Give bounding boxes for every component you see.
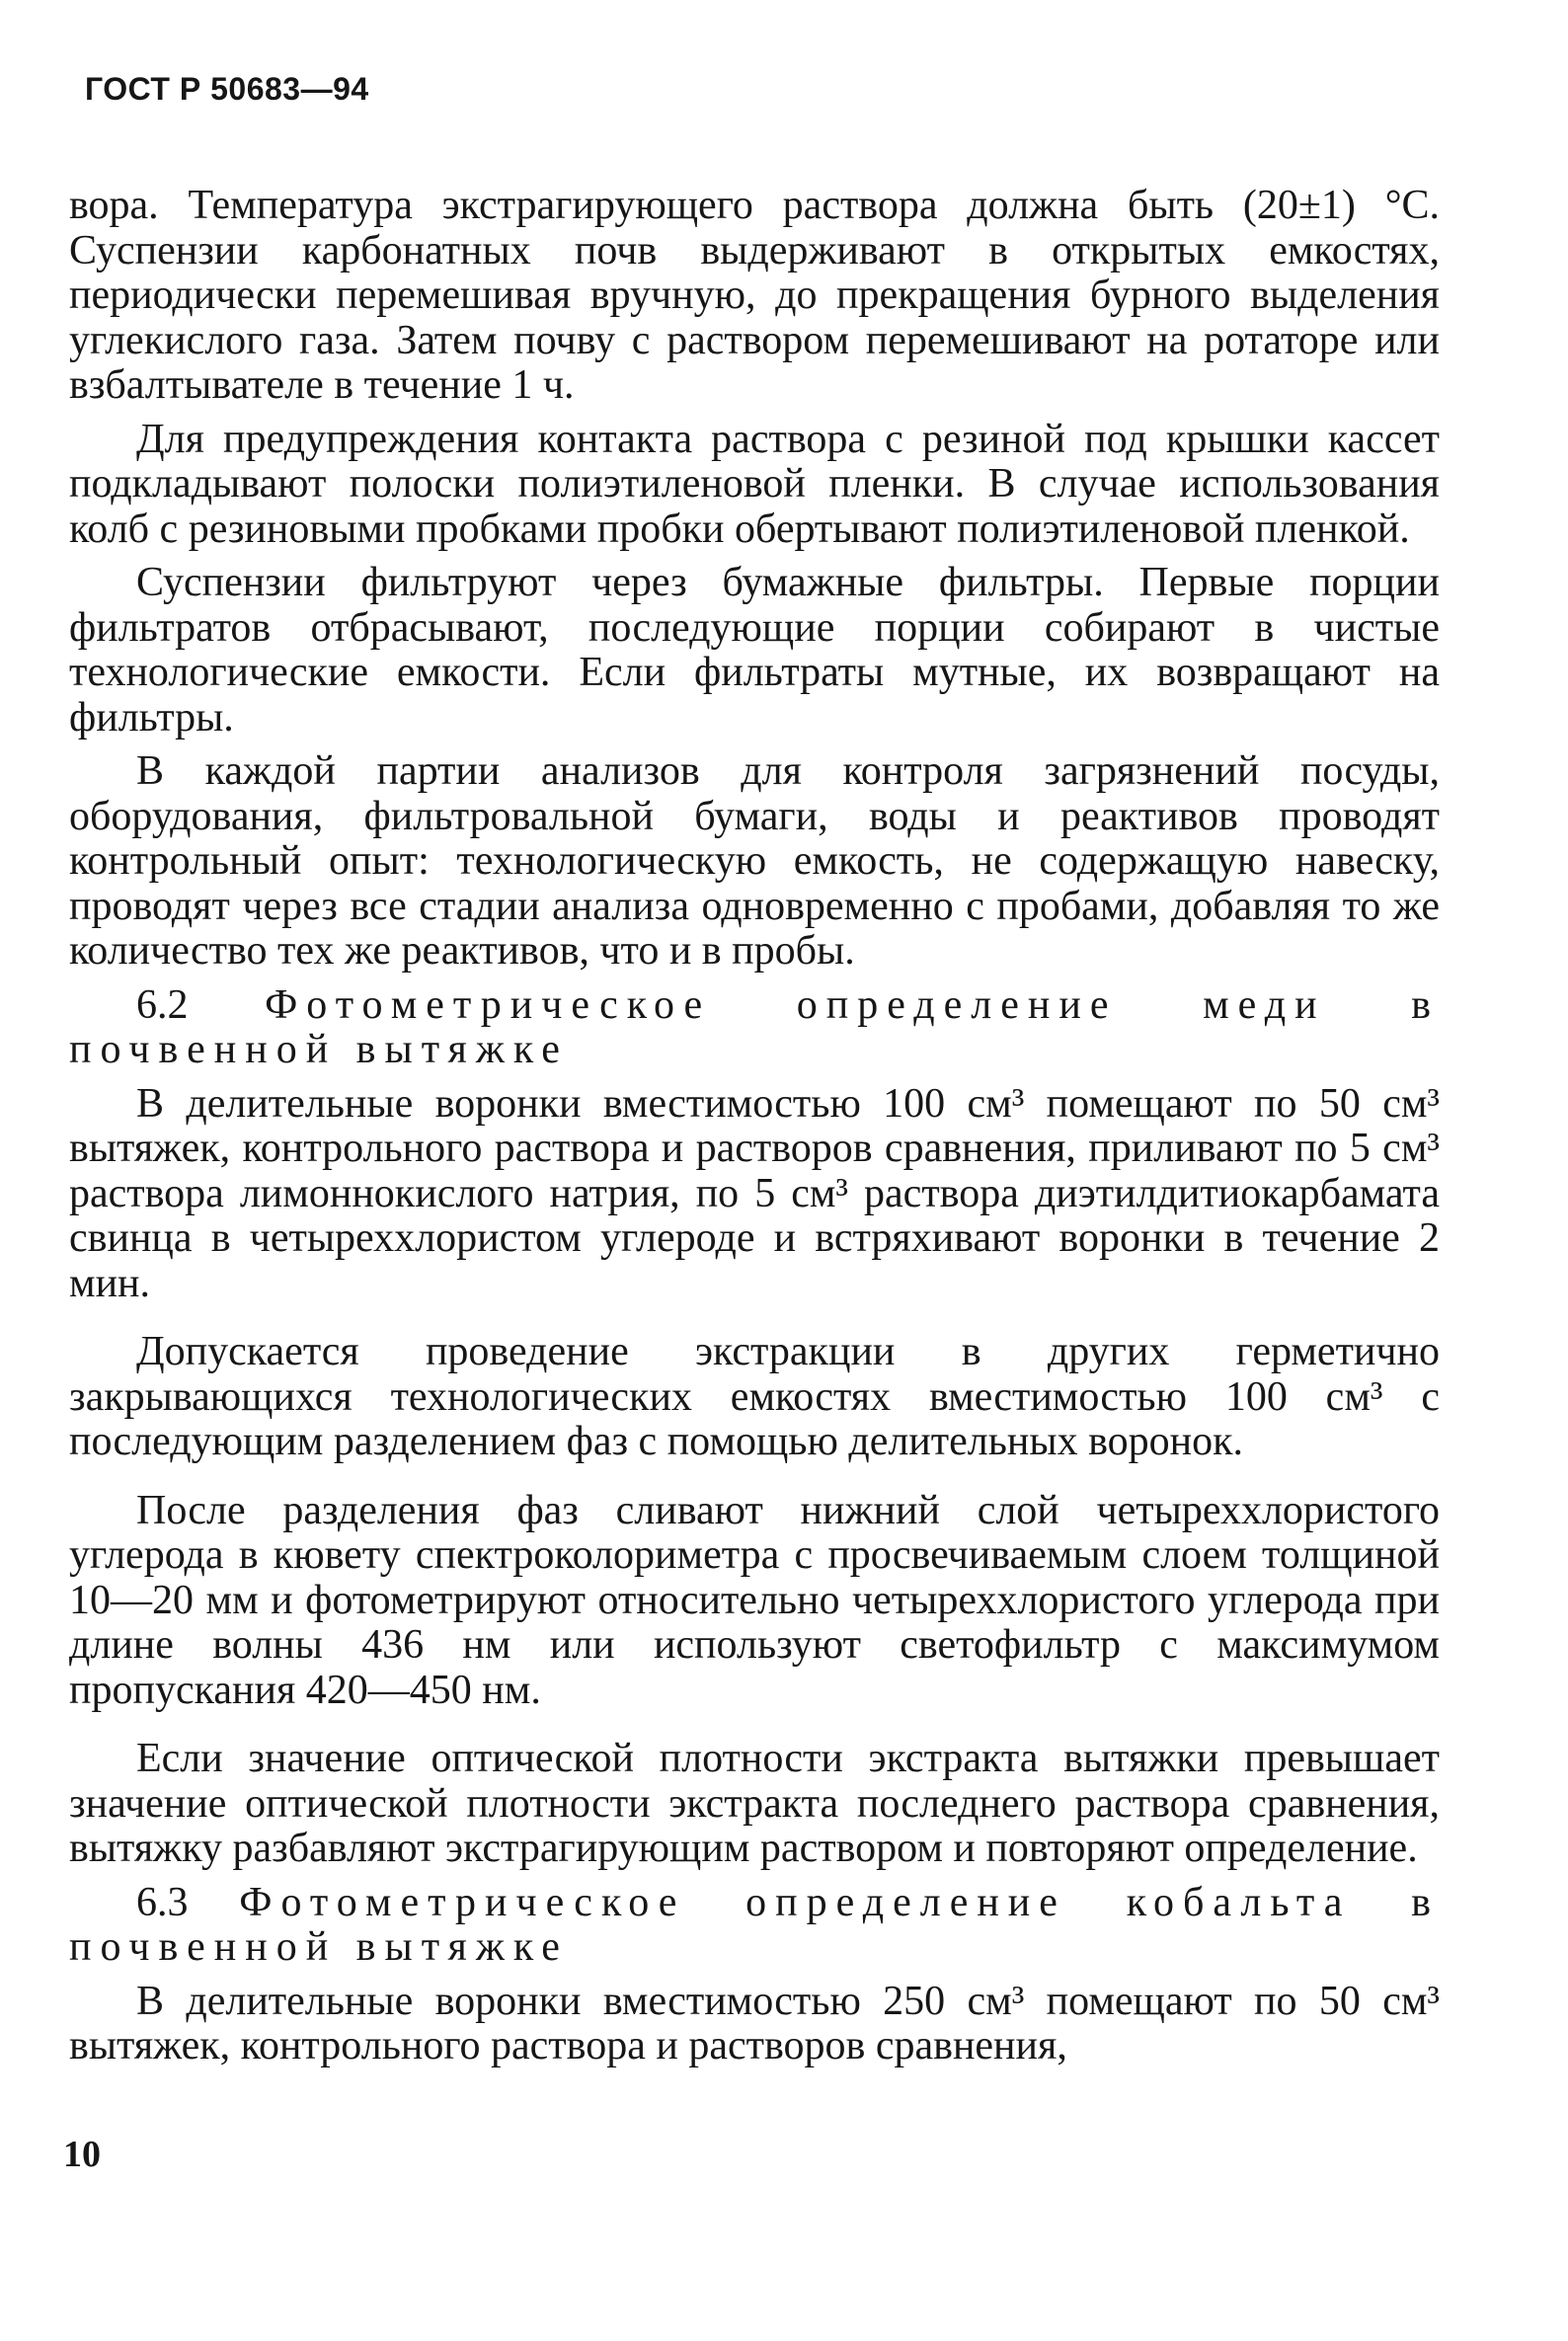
section-title: Фотометрическое определение кобальта в почвенной вытяжке: [69, 1879, 1440, 1970]
section-heading-6-3: [69, 1881, 1440, 1971]
document-body: [69, 184, 1440, 2069]
paragraph-copper-procedure: В делительные воронки вместимостью 100 см³ помещают по 50 см³ вытяжек, контрольного раствора и растворов сравнения, приливают по 5 см³ раствора лимоннокислого натрия, по 5 см³ раствора диэтилдитиокарбамата свинца в четыреххлористом углероде и встряхивают воронки в течение 2 мин.: [69, 1080, 1440, 1306]
paragraph-film: Для предупреждения контакта раствора с резиной под крышки кассет подкладывают полоски полиэтиленовой пленки. В случае использования колб с резиновыми пробками пробки обертывают полиэтиленовой пленкой.: [69, 416, 1440, 552]
section-number: 6.2: [136, 981, 189, 1028]
paragraph-continuation: вора. Температура экстрагирующего раствора должна быть (20±1) °С. Суспензии карбонатных почв выдерживают в открытых емкостях, периодически перемешивая вручную, до прекращения бурного выделения углекислого газа. Затем почву с раствором перемешивают на ротаторе или взбалтывателе в течение 1 ч.: [69, 183, 1440, 408]
paragraph-dilution: Если значение оптической плотности экстракта вытяжки превышает значение оптической плотности экстракта последнего раствора сравнения, вытяжку разбавляют экстрагирующим раствором и повторяют определение.: [69, 1736, 1440, 1871]
section-title: Фотометрическое определение меди в почвенной вытяжке: [69, 981, 1440, 1072]
section-heading-6-2: [69, 983, 1440, 1073]
section-number: 6.3: [136, 1879, 189, 1925]
paragraph-cobalt-procedure: В делительные воронки вместимостью 250 см³ помещают по 50 см³ вытяжек, контрольного раствора и растворов сравнения,: [69, 1978, 1440, 2068]
page-number: 10: [63, 2134, 101, 2175]
paragraph-photometry: После разделения фаз сливают нижний слой четыреххлористого углерода в кювету спектроколориметра с просвечиваемым слоем толщиной 10—20 мм и фотометрируют относительно четыреххлористого углерода при длине волны 436 нм или используют светофильтр с максимумом пропускания 420—450 нм.: [69, 1487, 1440, 1713]
paragraph-extraction: Допускается проведение экстракции в других герметично закрывающихся технологических емкостях вместимостью 100 см³ с последующим разделением фаз с помощью делительных воронок.: [69, 1329, 1440, 1464]
page-header: ГОСТ Р 50683—94: [85, 71, 369, 107]
paragraph-filtering: Суспензии фильтруют через бумажные фильтры. Первые порции фильтратов отбрасывают, последующие порции собирают в чистые технологические емкости. Если фильтраты мутные, их возвращают на фильтры.: [69, 560, 1440, 741]
paragraph-control-test: В каждой партии анализов для контроля загрязнений посуды, оборудования, фильтровальной бумаги, воды и реактивов проводят контрольный опыт: технологическую емкость, не содержащую навеску, проводят через все стадии анализа одновременно с пробами, добавляя то же количество тех же реактивов, что и в пробы.: [69, 748, 1440, 974]
